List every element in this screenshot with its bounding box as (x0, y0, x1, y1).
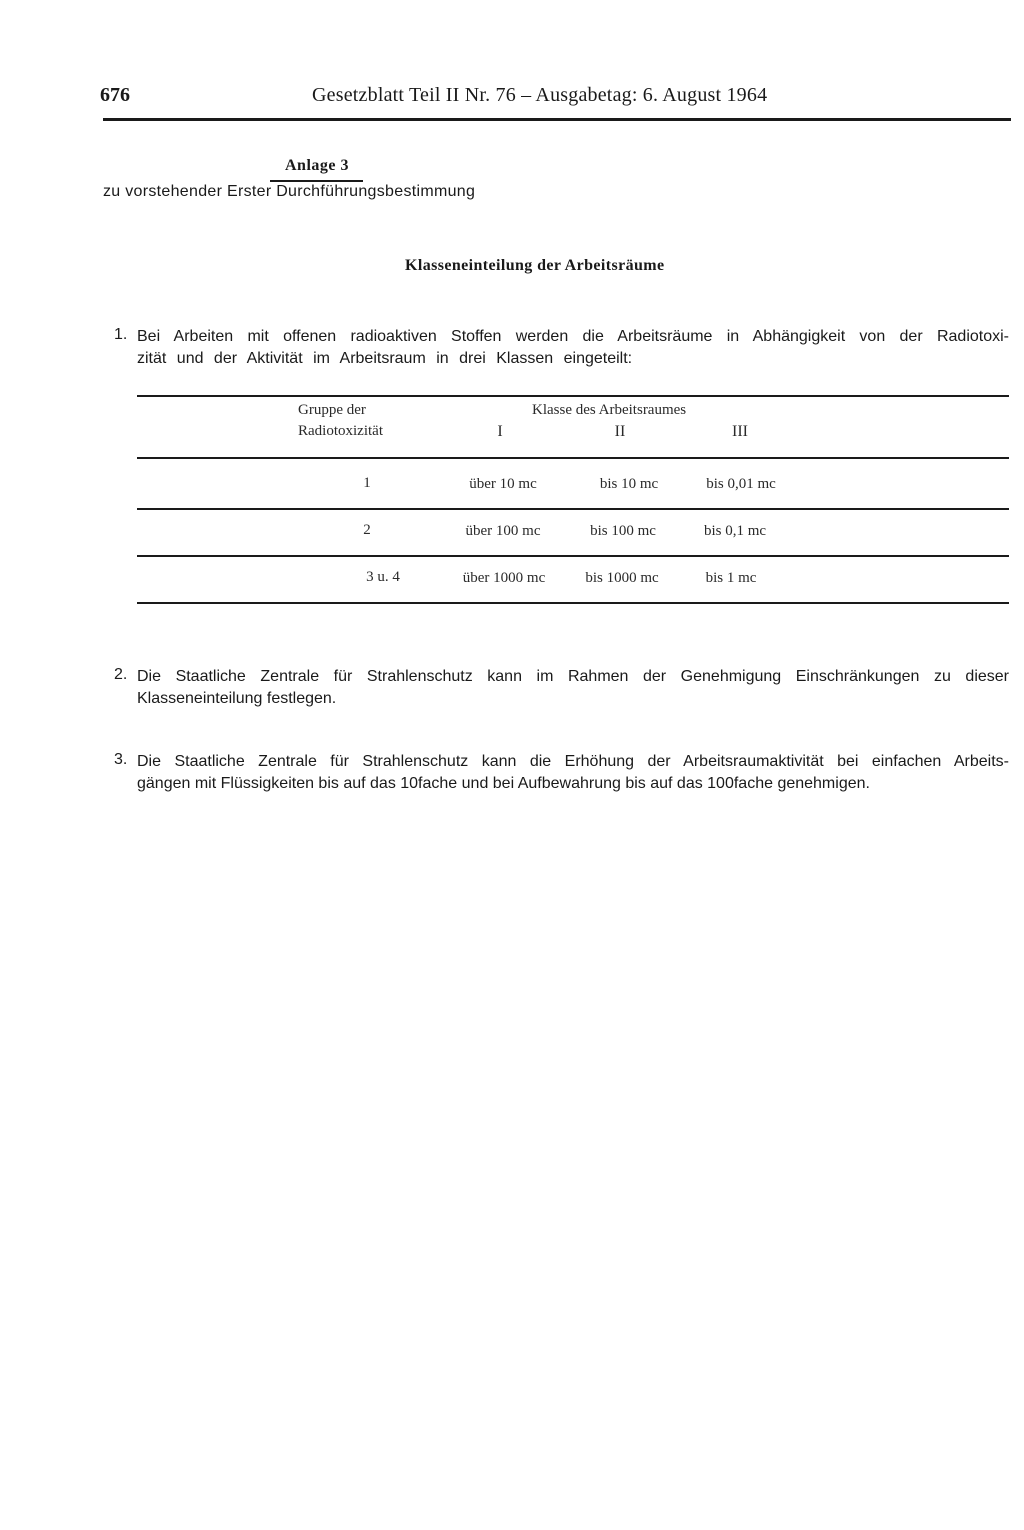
page-number: 676 (100, 84, 130, 106)
table-header-class-col: I (497, 423, 503, 440)
table-cell-group: 1 (363, 475, 371, 491)
table-cell: bis 10 mc (599, 476, 659, 492)
table-header-group: Radiotoxizität (298, 423, 383, 439)
table-rule-bottom (137, 602, 1009, 604)
table-rule (137, 457, 1009, 459)
table-cell-group: 3 u. 4 (366, 569, 400, 585)
table-rule (137, 508, 1009, 510)
table-cell: bis 1000 mc (585, 570, 659, 586)
table-cell: über 1000 mc (462, 570, 546, 586)
table-header-class: Klasse des Arbeitsraumes (532, 402, 687, 418)
table-rule (137, 555, 1009, 557)
paragraph-number: 2. (114, 666, 128, 683)
paragraph-line: Bei Arbeiten mit offenen radioaktiven Stoffen werden die Arbeitsräume in Abhängigkeit von der Radiotoxi- (137, 328, 1009, 345)
table-header-class-col: III (732, 423, 748, 440)
table-cell: bis 0,01 mc (706, 476, 776, 492)
annex-subtitle: zu vorstehender Erster Durchführungsbestimmung (103, 183, 476, 200)
paragraph-line: Die Staatliche Zentrale für Strahlenschutz kann im Rahmen der Genehmigung Einschränkungen zu dieser (137, 668, 1009, 685)
table-cell: bis 1 mc (705, 570, 757, 586)
running-header: Gesetzblatt Teil II Nr. 76 – Ausgabetag: 6. August 1964 (312, 84, 768, 106)
table-cell: bis 0,1 mc (703, 523, 767, 539)
table-cell: bis 100 mc (590, 523, 656, 539)
paragraph-line: Die Staatliche Zentrale für Strahlenschutz kann die Erhöhung der Arbeitsraumaktivität bei einfachen Arbeits- (137, 753, 1009, 770)
paragraph-line: zität und der Aktivität im Arbeitsraum in drei Klassen eingeteilt: (137, 350, 633, 367)
table-cell: über 100 mc (465, 523, 541, 539)
table-cell-group: 2 (363, 522, 371, 538)
header-rule (103, 118, 1011, 121)
paragraph-number: 3. (114, 751, 128, 768)
table-cell: über 10 mc (469, 476, 537, 492)
annex-label: Anlage 3 (285, 157, 349, 174)
section-title: Klasseneinteilung der Arbeitsräume (405, 257, 665, 274)
table-header-group: Gruppe der (298, 402, 366, 418)
paragraph-line: gängen mit Flüssigkeiten bis auf das 10fache und bei Aufbewahrung bis auf das 100fache genehmigen. (137, 775, 870, 792)
table-header-class-col: II (614, 423, 626, 440)
annex-underline (270, 180, 363, 182)
table-rule-top (137, 395, 1009, 397)
paragraph-line: Klasseneinteilung festlegen. (137, 690, 337, 707)
paragraph-number: 1. (114, 326, 128, 343)
